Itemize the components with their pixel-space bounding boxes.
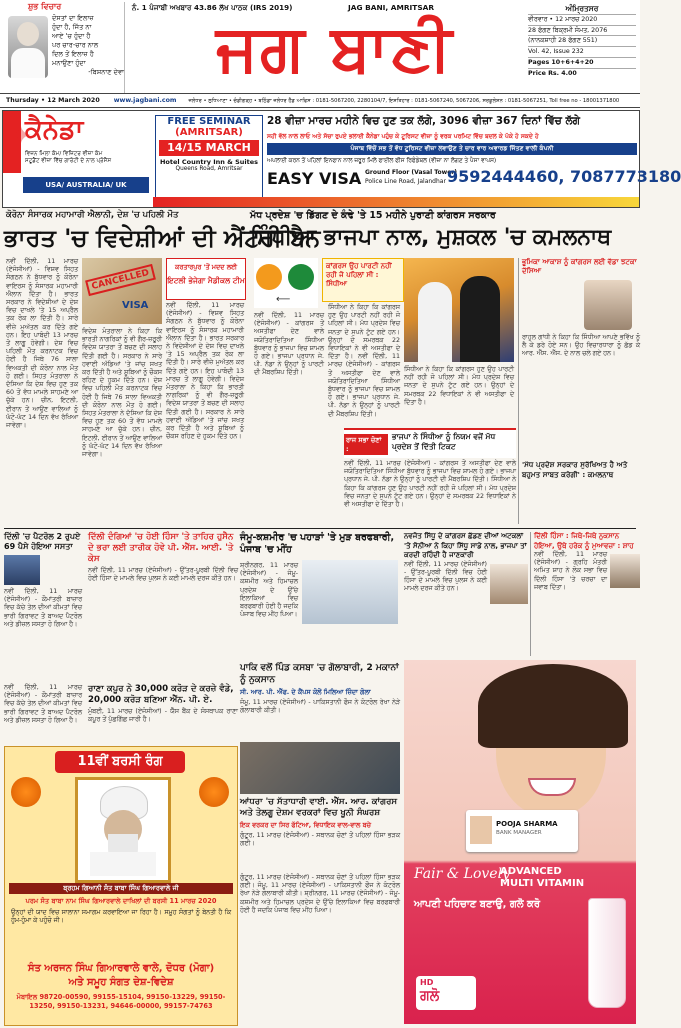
photo-person-left (418, 282, 452, 362)
rana-story (88, 684, 238, 742)
masthead-logo: ਜਗ ਬਾਣੀ (216, 12, 454, 86)
rana-text: ਮੁੰਬਈ, 11 ਮਾਰਚ (ਏਜੰਸੀਆਂ) - ਯੈੱਸ ਬੈਂਕ ਦੇ ਸੰਸਥਾਪਕ ਰਾਣਾ ਕਪੂਰ ਤੋਂ ਪੁੱਛਗਿੱਛ ਜਾਰੀ ਹੈ। (88, 708, 238, 724)
mp-quote-box (322, 258, 404, 302)
ap-text: ਗੁੰਟੂਰ, 11 ਮਾਰਚ (ਏਜੰਸੀਆਂ) - ਸਥਾਨਕ ਚੋਣਾਂ ਤੋਂ ਪਹਿਲਾਂ ਹਿੰਸਾ ਭੜਕ ਗਈ। (240, 832, 400, 848)
visa-photo (82, 258, 162, 324)
petrol-story (4, 532, 82, 680)
canada-title: ਕੈਨੇਡਾ (25, 115, 84, 145)
mp-quote-text: ਕਾਂਗਰਸ ਉਹ ਪਾਰਟੀ ਨਹੀਂ ਰਹੀ ਜੋ ਪਹਿਲਾਂ ਸੀ : ਸਿੰਧੀਆ (326, 262, 392, 288)
date-pa: ਵੀਰਵਾਰ • 12 ਮਾਰਚ 2020 (528, 14, 636, 25)
mp-text-col1 (254, 312, 324, 512)
fl-tag1: ADVANCED (500, 866, 562, 877)
quote-line: ਹੁੰਦਾ ਹੈ, ਜਿੱਤ ਨਾ (52, 23, 92, 31)
card-role: BANK MANAGER (496, 830, 542, 836)
price: Price Rs. 4.00 (528, 68, 636, 79)
quote-line: ਆਏ 'ਚ ਹੁੰਦਾ ਹੈ (52, 32, 91, 40)
seminar-hotel: Hotel Country Inn & Suites (159, 158, 258, 166)
lead-headline-text: ਭਾਰਤ 'ਚ ਵਿਦੇਸ਼ੀਆਂ ਦੀ ਐਂਟਰੀ ਬੈਨ (4, 224, 321, 252)
memorial-title-text: 11ਵੀਂ ਬਰਸੀ ਰੰਗ (77, 754, 163, 769)
quote-lines (52, 14, 124, 77)
arrow-icon: ⟵ (276, 294, 291, 305)
snow-photo (302, 560, 398, 624)
lead-text-1: ਨਵੀਂ ਦਿੱਲੀ, 11 ਮਾਰਚ (ਏਜੰਸੀਆਂ) - ਵਿਸ਼ਵ ਸਿਹਤ ਸੰਗਠਨ ਨੇ ਬੁੱਧਵਾਰ ਨੂੰ ਕੋਰੋਨਾ ਵਾਇਰਸ ਨੂੰ ਸੰਸਾਰਕ ਮਹਾਮਾਰੀ ਐਲਾਨ ਦਿੱਤਾ ਹੈ। ਭਾਰਤ ਸਰਕਾਰ ਨੇ ਵਿਦੇਸ਼ੀਆਂ ਦੇ ਦੇਸ਼ ਵਿਚ ਦਾਖਲੇ 'ਤੇ 15 ਅਪ੍ਰੈਲ ਤਕ ਰੋਕ ਲਾ ਦਿੱਤੀ ਹੈ। ਸਾਰੇ ਵੀਜ਼ੇ ਮੁਅੱਤਲ ਕਰ ਦਿੱਤੇ ਗਏ ਹਨ। ਇਹ ਪਾਬੰਦੀ 13 ਮਾਰਚ ਤੋਂ ਲਾਗੂ ਹੋਵੇਗੀ। (6, 258, 78, 348)
maple-leaf-icon: ✦ (9, 119, 33, 152)
ad-footer-stripe (153, 197, 639, 207)
mp-text-col3 (404, 366, 514, 422)
mp-photo (404, 258, 514, 362)
mp-right-text: ਰਾਹੁਲ ਗਾਂਧੀ ਨੇ ਕਿਹਾ ਕਿ ਸਿੰਧੀਆ ਆਪਣੇ ਭਵਿੱਖ ਨੂੰ ਲੈ ਕੇ ਡਰੇ ਹੋਏ ਸਨ। ਉਹ ਵਿਚਾਰਧਾਰਾ ਨੂੰ ਛੱਡ ਕੇ ਆਰ. ਐੱਸ. ਐੱਸ. ਦੇ ਨਾਲ ਚਲੇ ਗਏ ਹਨ। (522, 334, 640, 358)
ap-sub: ਇਕ ਵਰਕਰ ਦਾ ਸਿਰ ਫੱਟਿਆ, ਵਿਧਾਇਕ ਵਾਲ-ਵਾਲ ਬਚੇ (240, 821, 371, 829)
id-card (466, 810, 578, 852)
lead-text-col2 (82, 328, 162, 528)
mp-right-foot: 'ਮੱਧ ਪ੍ਰਦੇਸ਼ ਸਰਕਾਰ ਸੁਰੱਖਿਅਤ ਹੈ ਅਤੇ ਬਹੁਮਤ ਸਾਬਤ ਕਰੇਗੀ' : ਕਮਲਨਾਥ (522, 460, 628, 479)
lead-kicker: ਕੋਰੋਨਾ ਸੰਸਾਰਕ ਮਹਾਮਾਰੀ ਐਲਾਨੀ, ਦੇਸ਼ 'ਚ ਪਹਿਲੀ ਮੌਤ (6, 210, 179, 220)
quote-line: ਦਿਲ ਤੋਂ ਇਲਾਜ਼ ਹੈ (52, 50, 94, 58)
ap-head: ਆਂਧਰਾ 'ਚ ਸੱਤਾਧਾਰੀ ਵਾਈ. ਐੱਸ. ਆਰ. ਕਾਂਗਰਸ ਅਤੇ ਤੇਲਗੂ ਦੇਸ਼ਮ ਵਰਕਰਾਂ ਵਿਚ ਖੂਨੀ ਸੰਘਰਸ਼ (240, 797, 398, 818)
jk-story (240, 532, 400, 656)
visa-label: VISA (122, 300, 149, 311)
lead-text-2: ਦੇਸ਼ ਵਿਚ ਪਹਿਲੀ ਮੌਤ ਕਰਨਾਟਕ ਵਿਚ ਹੋਈ ਹੈ ਜਿਥੇ 76 ਸਾਲਾ ਵਿਅਕਤੀ ਦੀ ਕੋਰੋਨਾ ਨਾਲ ਮੌਤ ਹੋ ਗਈ। ਸਿਹਤ ਮੰਤਰਾਲਾ ਨੇ ਦੱਸਿਆ ਕਿ ਦੇਸ਼ ਵਿਚ ਹੁਣ ਤਕ 60 ਤੋਂ ਵੱਧ ਮਾਮਲੇ ਸਾਹਮਣੇ ਆ ਚੁੱਕੇ ਹਨ। ਚੀਨ, ਇਟਲੀ, ਈਰਾਨ ਤੋਂ ਆਉਣ ਵਾਲਿਆਂ ਨੂੰ ਘੱਟੋ-ਘੱਟ 14 ਦਿਨ ਵੱਖ ਰੱਖਿਆ ਜਾਵੇਗਾ। (6, 340, 78, 430)
memorial-line1: ਪਰਮ ਸੰਤ ਬਾਬਾ ਨਾਮ ਸਿੰਘ ਗਿਆਰਵਾਲੇ ਦਾਖਿਲਾਂ ਦੀ ਬਰਸੀ 11 ਮਾਰਚ 2020 (25, 897, 217, 905)
date-en: Thursday • 12 March 2020 (6, 97, 100, 104)
mp-text-1b: ਨਵੀਂ ਦਿੱਲੀ, 11 ਮਾਰਚ (ਏਜੰਸੀਆਂ) - ਕਾਂਗਰਸ ਤੋਂ ਅਸਤੀਫਾ ਦੇਣ ਵਾਲੇ ਜਯੋਤਿਰਾਦਿਤਿਆ ਸਿੰਧੀਆ ਬੁੱਧਵਾਰ ਨੂੰ ਭਾਜਪਾ ਵਿਚ ਸ਼ਾਮਲ ਹੋ ਗਏ। ਭਾਜਪਾ ਪ੍ਰਧਾਨ ਜੇ. ਪੀ. ਨੱਡਾ ਨੇ ਉਨ੍ਹਾਂ ਨੂੰ ਪਾਰਟੀ ਦੀ ਮੈਂਬਰਸ਼ਿਪ ਦਿੱਤੀ। (328, 353, 401, 418)
seminar-city: (AMRITSAR) (175, 127, 243, 138)
rana-head: ਰਾਣਾ ਕਪੂਰ ਨੇ 30,000 ਕਰੋੜ ਦੇ ਕਰਜ਼ੇ ਵੰਡੇ, 20,000 ਕਰੋੜ ਬਣਿਆ ਐੱਨ. ਪੀ. ਏ. (88, 684, 234, 705)
memorial-footer1: ਸੰਤ ਅਰਜਨ ਸਿੰਘ ਗਿਆਰਵਾਲੇ ਵਾਲੇ, ਦੋਧਰ (ਮੋਗਾ) (27, 963, 215, 974)
canada-panel (3, 111, 153, 207)
ad-line2: ਸਹੀ ਵੱਲ ਨਾਲ ਲਾਓ ਅਤੇ ਸੱਚਾ ਰੁਪਏ ਭਲਾਈ ਕੈਨੇਡਾ ਪਹੁੰਚ ਕੇ ਟੂਰਿਸਟ ਵੀਜ਼ਾ ਨੂੰ ਵਰਕ ਪਰਮਿਟ ਵਿੱਚ ਬਦਲ ਕੇ ਪੱਕੇ ਹੋ ਸਕਦੇ ਹੋ (267, 133, 539, 140)
seminar-addr: Queens Road, Amritsar (175, 166, 243, 172)
rahul-photo (584, 280, 632, 330)
mp-right-col (518, 258, 640, 524)
rs-text: ਭਾਜਪਾ ਨੇ ਸਿੰਧੀਆ ਨੂੰ ਨਿਯਮ ਵਜੋਂ ਮੱਧ ਪ੍ਰਦੇਸ਼ ਤੋਂ ਦਿੱਤੀ ਟਿਕਟ (392, 432, 496, 451)
ap-text-cont-1: ਗੁੰਟੂਰ, 11 ਮਾਰਚ (ਏਜੰਸੀਆਂ) - ਸਥਾਨਕ ਚੋਣਾਂ ਤੋਂ ਪਹਿਲਾਂ ਹਿੰਸਾ ਭੜਕ ਗਈ। (240, 874, 400, 890)
shah-head: ਦਿੱਲੀ ਹਿੰਸਾ : ਜਿਥੇ-ਜਿਥੇ ਨੁਕਸਾਨ ਹੋਇਆ, ਉਥੇ ਹਰੇਕ ਨੂੰ ਮੁਆਵਜ਼ਾ : ਸ਼ਾਹ (534, 532, 634, 550)
quote-line: ਮਨਾਉਣਾ ਹੁੰਦਾ (52, 59, 86, 67)
lead-text-col3 (166, 302, 244, 528)
memorial-title (55, 751, 185, 773)
sonia-photo (490, 564, 528, 604)
mp-text-2b: ਸਿੰਧੀਆ ਨੇ ਕਿਹਾ ਕਿ ਕਾਂਗਰਸ ਹੁਣ ਉਹ ਪਾਰਟੀ ਨਹੀਂ ਰਹੀ ਜੋ ਪਹਿਲਾਂ ਸੀ। ਮੱਧ ਪ੍ਰਦੇਸ਼ ਵਿਚ ਜਨਤਾ ਦੇ ਸੁਪਨੇ ਟੁੱਟ ਗਏ ਹਨ। ਉਨ੍ਹਾਂ ਦੇ ਸਮਰਥਕ 22 ਵਿਧਾਇਕਾਂ ਨੇ ਵੀ ਅਸਤੀਫਾ ਦੇ ਦਿੱਤਾ ਹੈ। (404, 366, 514, 406)
rs-tag: ਰਾਜ ਸਭਾ ਚੋਣਾਂ : (344, 434, 388, 455)
countries: USA/ AUSTRALIA/ UK (45, 181, 127, 189)
ap-photo (240, 742, 400, 794)
phones[interactable]: 9592444460, 7087773180 (447, 167, 681, 186)
quote-line: ਪਰ ਚਾਰ-ਚਾਰ ਨਾਲ (52, 41, 99, 49)
petrol-text-cont (4, 684, 82, 742)
mp-kicker: ਮੱਧ ਪ੍ਰਦੇਸ਼ 'ਚ ਡਿੱਗਣ ਦੇ ਕੰਢੇ 'ਤੇ 15 ਮਹੀਨੇ ਪੁਰਾਣੀ ਕਾਂਗਰਸ ਸਰਕਾਰ (250, 210, 496, 221)
fl-brand: Fair & Lovely (414, 866, 510, 882)
fl-tube (588, 898, 626, 1008)
petrol-text-cont-text: ਨਵੀਂ ਦਿੱਲੀ, 11 ਮਾਰਚ (ਏਜੰਸੀਆਂ) - ਕੌਮਾਂਤਰੀ ਬਾਜ਼ਾਰ ਵਿਚ ਕੱਚੇ ਤੇਲ ਦੀਆਂ ਕੀਮਤਾਂ ਵਿਚ ਭਾਰੀ ਗਿਰਾਵਟ ਤੋਂ ਬਾਅਦ ਪੈਟਰੋਲ ਅਤੇ ਡੀਜ਼ਲ ਸਸਤਾ ਹੋ ਗਿਆ ਹੈ। (4, 684, 82, 724)
lead-headline (4, 224, 321, 252)
ap-text-cont-3: ਸ਼੍ਰੀਨਗਰ, 11 ਮਾਰਚ (ਏਜੰਸੀਆਂ) - ਜੰਮੂ-ਕਸ਼ਮੀਰ ਅਤੇ ਹਿਮਾਚਲ ਪ੍ਰਦੇਸ਼ ਦੇ ਉੱਚੇ ਇਲਾਕਿਆਂ ਵਿਚ ਬਰਫਬਾਰੀ ਹੋਈ ਹੈ ਜਦਕਿ ਪੰਜਾਬ ਵਿਚ ਮੀਂਹ ਪਿਆ। (240, 890, 400, 914)
bjp-lotus-icon (256, 264, 282, 290)
ad-top (2, 110, 681, 208)
contact-strip: ਜਲੰਧਰ • ਲੁਧਿਆਣਾ • ਚੰਡੀਗੜ੍ਹ • ਬਠਿੰਡਾ ਜਲੰਧਰ ਹੈੱਡ ਆਫਿਸ : 0181-5067200, 2280104/7, ਇਸ਼ਤਿਹਾਰ : 0181-5067240, 5067206, ਸਰਕੂਲੇਸ਼ਨ : 0181-5067251, Toll free no - 18001371800 (188, 98, 620, 104)
flower-left-icon (11, 777, 41, 807)
sonia-text: ਨਵੀਂ ਦਿੱਲੀ, 11 ਮਾਰਚ (ਏਜੰਸੀਆਂ) - ਉੱਤਰ-ਪੂਰਬੀ ਦਿੱਲੀ ਵਿਚ ਹੋਈ ਹਿੰਸਾ ਦੇ ਮਾਮਲੇ ਵਿਚ ਪੁਲਸ ਨੇ ਕਈ ਮਾਮਲੇ ਦਰਜ ਕੀਤੇ ਹਨ। (404, 560, 487, 593)
jk-head: ਜੰਮੂ-ਕਸ਼ਮੀਰ 'ਚ ਪਹਾੜਾਂ 'ਤੇ ਮੁੜ ਬਰਫਬਾਰੀ, ਪੰਜਾਬ 'ਚ ਮੀਂਹ (240, 532, 395, 555)
date-bikrami: 28 ਫੱਗਣ ਬਿਕ੍ਰਮੀ ਸੰਮਤ, 2076 (528, 25, 636, 36)
city-line: JAG BANI, AMRITSAR (348, 3, 435, 12)
pak-sub: ਸੀ. ਆਰ. ਪੀ. ਐੱਫ. ਦੇ ਕੈਂਪਸ ਕੋਲੋਂ ਮਿਲਿਆ ਜ਼ਿੰਦਾ ਗੋਲਾ (240, 688, 371, 696)
mp-headline-text: ਸਿੰਧੀਆ ਭਾਜਪਾ ਨਾਲ, ਮੁਸ਼ਕਲ 'ਚ ਕਮਲਨਾਥ (250, 225, 612, 250)
italy-box (166, 258, 246, 300)
mp-text-1c: ਨਵੀਂ ਦਿੱਲੀ, 11 ਮਾਰਚ (ਏਜੰਸੀਆਂ) - ਕਾਂਗਰਸ ਤੋਂ ਅਸਤੀਫਾ ਦੇਣ ਵਾਲੇ ਜਯੋਤਿਰਾਦਿਤਿਆ ਸਿੰਧੀਆ ਬੁੱਧਵਾਰ ਨੂੰ ਭਾਜਪਾ ਵਿਚ ਸ਼ਾਮਲ ਹੋ ਗਏ। ਭਾਜਪਾ ਪ੍ਰਧਾਨ ਜੇ. ਪੀ. ਨੱਡਾ ਨੇ ਉਨ੍ਹਾਂ ਨੂੰ ਪਾਰਟੀ ਦੀ ਮੈਂਬਰਸ਼ਿਪ ਦਿੱਤੀ। (344, 460, 516, 484)
edition: ਅੰਮ੍ਰਿਤਸਰ (565, 4, 599, 13)
stamp (85, 264, 156, 296)
petrol-photo (4, 555, 40, 585)
mp-text-2c: ਸਿੰਧੀਆ ਨੇ ਕਿਹਾ ਕਿ ਕਾਂਗਰਸ ਹੁਣ ਉਹ ਪਾਰਟੀ ਨਹੀਂ ਰਹੀ ਜੋ ਪਹਿਲਾਂ ਸੀ। ਮੱਧ ਪ੍ਰਦੇਸ਼ ਵਿਚ ਜਨਤਾ ਦੇ ਸੁਪਨੇ ਟੁੱਟ ਗਏ ਹਨ। ਉਨ੍ਹਾਂ ਦੇ ਸਮਰਥਕ 22 ਵਿਧਾਇਕਾਂ ਨੇ ਵੀ ਅਸਤੀਫਾ ਦੇ ਦਿੱਤਾ ਹੈ। (344, 476, 516, 509)
saint-portrait (75, 777, 171, 883)
sonia-head: ਨਵਜੋਤ ਸਿੱਧੂ ਦੇ ਕਾਂਗਰਸ ਛੱਡਣ ਦੀਆਂ ਅਟਕਲਾਂ 'ਤੇ ਸੋਨੀਆ ਨੇ ਕਿਹਾ ਸਿੱਧੂ ਸਾਡੇ ਨਾਲ, ਭਾਜਪਾ ਤਾਂ ਕਰਦੀ ਰਹਿੰਦੀ ਹੈ ਜਾਣਕਾਰੀ (404, 532, 527, 559)
edition-info (528, 4, 636, 79)
jk-text: ਸ਼੍ਰੀਨਗਰ, 11 ਮਾਰਚ (ਏਜੰਸੀਆਂ) - ਜੰਮੂ-ਕਸ਼ਮੀਰ ਅਤੇ ਹਿਮਾਚਲ ਪ੍ਰਦੇਸ਼ ਦੇ ਉੱਚੇ ਇਲਾਕਿਆਂ ਵਿਚ ਬਰਫਬਾਰੀ ਹੋਈ ਹੈ ਜਦਕਿ ਪੰਜਾਬ ਵਿਚ ਮੀਂਹ ਪਿਆ। (240, 562, 298, 619)
flower-right-icon (199, 777, 229, 807)
ap-text-cont-2: ਜੰਮੂ, 11 ਮਾਰਚ (ਏਜੰਸੀਆਂ) - ਪਾਕਿਸਤਾਨੀ ਫੌਜ ਨੇ ਕੰਟਰੋਲ ਰੇਖਾ ਨੇੜੇ ਗੋਲਾਬਾਰੀ ਕੀਤੀ। (240, 882, 400, 898)
ap-story (240, 742, 400, 870)
company-addr2: Police Line Road, Jalandhar (365, 178, 446, 185)
canada-sub: ਵਿਜ਼ਨ ਮਿਲਾ ਕੰਮ/ ਵਿਜ਼ਿਟਰ ਵੀਜ਼ਾ ਕੰਮ ਸਟੂਡੈਂਟ ਵੀਜ਼ਾ ਵਿੱਚ ਗਾਰੰਟੀ ਦੇ ਨਾਲ ਪ੍ਰੋਸੈਸ (25, 151, 112, 164)
quote-line: -ਬਿਸ਼ਨਾਣ ਦੇਵਾ (88, 68, 124, 76)
countries-badge (23, 177, 149, 193)
lead-text-3b: ਵਿਦੇਸ਼ ਮੰਤਰਾਲਾ ਨੇ ਕਿਹਾ ਕਿ ਭਾਰਤੀ ਨਾਗਰਿਕਾਂ ਨੂੰ ਵੀ ਗੈਰ-ਜ਼ਰੂਰੀ ਵਿਦੇਸ਼ ਯਾਤਰਾ ਤੋਂ ਬਚਣ ਦੀ ਸਲਾਹ ਦਿੱਤੀ ਗਈ ਹੈ। ਸਰਕਾਰ ਨੇ ਸਾਰੇ ਹਵਾਈ ਅੱਡਿਆਂ 'ਤੇ ਜਾਂਚ ਸਖਤ ਕਰ ਦਿੱਤੀ ਹੈ ਅਤੇ ਸੂਬਿਆਂ ਨੂੰ ਚੌਕਸ ਰਹਿਣ ਦੇ ਹੁਕਮ ਦਿੱਤੇ ਹਨ। (166, 375, 244, 441)
memorial-footer2: ਅਤੇ ਸਮੂਹ ਸੰਗਤ ਦੇਸ਼-ਵਿਦੇਸ਼ (68, 977, 174, 988)
quote-title: ਸ਼ੁਭ ਵਿਚਾਰ (28, 2, 62, 11)
shah-text: ਨਵੀਂ ਦਿੱਲੀ, 11 ਮਾਰਚ (ਏਜੰਸੀਆਂ) - ਗ੍ਰਹਿ ਮੰਤਰੀ ਅਮਿਤ ਸ਼ਾਹ ਨੇ ਲੋਕ ਸਭਾ ਵਿਚ ਦਿੱਲੀ ਹਿੰਸਾ 'ਤੇ ਚਰਚਾ ਦਾ ਜਵਾਬ ਦਿੱਤਾ। (534, 551, 607, 591)
italy-box-sub: ਇਟਲੀ ਭੇਜੇਗਾ ਮੈਡੀਕਲ ਟੀਮ (167, 276, 245, 285)
lead-text-col1 (6, 258, 78, 528)
lead-text-3: ਵਿਦੇਸ਼ ਮੰਤਰਾਲਾ ਨੇ ਕਿਹਾ ਕਿ ਭਾਰਤੀ ਨਾਗਰਿਕਾਂ ਨੂੰ ਵੀ ਗੈਰ-ਜ਼ਰੂਰੀ ਵਿਦੇਸ਼ ਯਾਤਰਾ ਤੋਂ ਬਚਣ ਦੀ ਸਲਾਹ ਦਿੱਤੀ ਗਈ ਹੈ। ਸਰਕਾਰ ਨੇ ਸਾਰੇ ਹਵਾਈ ਅੱਡਿਆਂ 'ਤੇ ਜਾਂਚ ਸਖਤ ਕਰ ਦਿੱਤੀ ਹੈ ਅਤੇ ਸੂਬਿਆਂ ਨੂੰ ਚੌਕਸ ਰਹਿਣ ਦੇ ਹੁਕਮ ਦਿੱਤੇ ਹਨ। (82, 328, 162, 385)
sonia-story (404, 532, 528, 656)
mp-text-1: ਨਵੀਂ ਦਿੱਲੀ, 11 ਮਾਰਚ (ਏਜੰਸੀਆਂ) - ਕਾਂਗਰਸ ਤੋਂ ਅਸਤੀਫਾ ਦੇਣ ਵਾਲੇ ਜਯੋਤਿਰਾਦਿਤਿਆ ਸਿੰਧੀਆ ਬੁੱਧਵਾਰ ਨੂੰ ਭਾਜਪਾ ਵਿਚ ਸ਼ਾਮਲ ਹੋ ਗਏ। ਭਾਜਪਾ ਪ੍ਰਧਾਨ ਜੇ. ਪੀ. ਨੱਡਾ ਨੇ ਉਨ੍ਹਾਂ ਨੂੰ ਪਾਰਟੀ ਦੀ ਮੈਂਬਰਸ਼ਿਪ ਦਿੱਤੀ। (254, 312, 324, 377)
memorial-line2: ਉਨ੍ਹਾਂ ਦੀ ਯਾਦ ਵਿਚ ਸਾਲਾਨਾ ਸਮਾਗਮ ਕਰਵਾਇਆ ਜਾ ਰਿਹਾ ਹੈ। ਸਮੂਹ ਸੰਗਤਾਂ ਨੂੰ ਬੇਨਤੀ ਹੈ ਕਿ ਹੁੰਮ-ਹੁੰਮਾ ਕੇ ਪਹੁੰਚੋ ਜੀ। (11, 909, 231, 925)
ad-headline: 28 ਵੀਜ਼ਾ ਮਾਰਚ ਮਹੀਨੇ ਵਿਚ ਹੁਣ ਤਕ ਲੱਗੇ, 3096 ਵੀਜ਼ਾ 367 ਦਿਨਾਂ ਵਿੱਚ ਲੱਗੇ (267, 115, 580, 127)
fl-hd: HD (420, 978, 434, 987)
memorial-ad (4, 746, 238, 1026)
lead-text-1b: ਨਵੀਂ ਦਿੱਲੀ, 11 ਮਾਰਚ (ਏਜੰਸੀਆਂ) - ਵਿਸ਼ਵ ਸਿਹਤ ਸੰਗਠਨ ਨੇ ਬੁੱਧਵਾਰ ਨੂੰ ਕੋਰੋਨਾ ਵਾਇਰਸ ਨੂੰ ਸੰਸਾਰਕ ਮਹਾਮਾਰੀ ਐਲਾਨ ਦਿੱਤਾ ਹੈ। ਭਾਰਤ ਸਰਕਾਰ ਨੇ ਵਿਦੇਸ਼ੀਆਂ ਦੇ ਦੇਸ਼ ਵਿਚ ਦਾਖਲੇ 'ਤੇ 15 ਅਪ੍ਰੈਲ ਤਕ ਰੋਕ ਲਾ ਦਿੱਤੀ ਹੈ। ਸਾਰੇ ਵੀਜ਼ੇ ਮੁਅੱਤਲ ਕਰ ਦਿੱਤੇ ਗਏ ਹਨ। ਇਹ ਪਾਬੰਦੀ 13 ਮਾਰਚ ਤੋਂ ਲਾਗੂ ਹੋਵੇਗੀ। (166, 302, 244, 383)
mp-right-title: ਭੂਮਿਕਾ ਆਕਾਸ਼ ਨੂੰ ਕਾਂਗਰਸ ਲਈ ਵੱਡਾ ਝਟਕਾ ਦੱਸਿਆ (522, 258, 637, 275)
fl-glo: ਗਲੋ (420, 988, 440, 1004)
ap-text-cont (240, 874, 400, 1024)
seminar-dates: 14/15 MARCH (159, 140, 259, 156)
quote-line: ਦੋਸਤਾਂ ਦਾ ਇਲਾਜ਼ (52, 14, 94, 22)
shah-photo (610, 554, 640, 588)
petrol-text: ਨਵੀਂ ਦਿੱਲੀ, 11 ਮਾਰਚ (ਏਜੰਸੀਆਂ) - ਕੌਮਾਂਤਰੀ ਬਾਜ਼ਾਰ ਵਿਚ ਕੱਚੇ ਤੇਲ ਦੀਆਂ ਕੀਮਤਾਂ ਵਿਚ ਭਾਰੀ ਗਿਰਾਵਟ ਤੋਂ ਬਾਅਦ ਪੈਟਰੋਲ ਅਤੇ ਡੀਜ਼ਲ ਸਸਤਾ ਹੋ ਗਿਆ ਹੈ। (4, 588, 82, 628)
fair-lovely-ad (404, 660, 636, 1024)
pak-story (240, 662, 400, 738)
shah-story (530, 532, 640, 656)
riots-story (88, 532, 238, 680)
pak-head: ਪਾਕਿ ਵਲੋਂ ਪਿੰਡ ਕਸਬਾ 'ਚ ਗੋਲਾਬਾਰੀ, 2 ਮਕਾਨਾਂ ਨੂੰ ਨੁਕਸਾਨ (240, 663, 399, 685)
masthead (0, 0, 640, 110)
date-nanak: (ਨਾਨਕਸ਼ਾਹੀ 28 ਫੱਗਣ 551) (528, 35, 636, 46)
fl-tag2: MULTI VITAMIN (500, 878, 585, 889)
riots-head: ਦਿੱਲੀ ਦੰਗਿਆਂ 'ਚ ਹੋਈ ਹਿੰਸਾ 'ਤੇ ਤਾਹਿਰ ਹੁਸੈਨ ਦੇ ਭਰਾ ਲਈ ਤਾਰੀਕ ਹੋਵੇ ਪੀ. ਐੱਸ. ਆਈ. 'ਤੇ ਕੇਸ (88, 532, 234, 564)
quote-portrait (8, 16, 48, 78)
photo-person-right (460, 276, 500, 362)
model-hair (478, 664, 628, 748)
pak-text: ਜੰਮੂ, 11 ਮਾਰਚ (ਏਜੰਸੀਆਂ) - ਪਾਕਿਸਤਾਨੀ ਫੌਜ ਨੇ ਕੰਟਰੋਲ ਰੇਖਾ ਨੇੜੇ ਗੋਲਾਬਾਰੀ ਕੀਤੀ। (240, 699, 400, 715)
card-name: POOJA SHARMA (496, 820, 558, 828)
quote-box (6, 2, 125, 94)
memorial-footer3: ਮੋਬਾਇਲ 98720-00590, 99155-15104, 99150-13229, 99150-13250, 99150-13231, 94646-00000, 99157-74763 (16, 993, 226, 1010)
seminar-panel (155, 115, 263, 205)
italy-box-title: ਕਰਤਾਰਪੁਰ 'ਤੋਂ ਮਦਦ ਲਈ (175, 263, 237, 271)
section-divider (4, 528, 636, 529)
company-addr1: Ground Floor (Vasal Tower) (365, 169, 457, 176)
ad-line3: ਪੰਜਾਬ ਵਿੱਚੋਂ ਸਭ ਤੋਂ ਵੱਧ ਟੂਰਿਸਟ ਵੀਜ਼ਾ ਲਵਾਉਣ ਤੇ ਚਾਰ ਵਾਰ ਅਵਾਰਡ ਜਿੱਤਣ ਵਾਲੀ ਕੰਪਨੀ (267, 143, 637, 155)
date-bar (0, 93, 640, 108)
pages: Pages 10+6+4+20 (528, 57, 636, 68)
website-link[interactable]: www.jagbani.com (113, 97, 177, 104)
mp-text-2: ਸਿੰਧੀਆ ਨੇ ਕਿਹਾ ਕਿ ਕਾਂਗਰਸ ਹੁਣ ਉਹ ਪਾਰਟੀ ਨਹੀਂ ਰਹੀ ਜੋ ਪਹਿਲਾਂ ਸੀ। ਮੱਧ ਪ੍ਰਦੇਸ਼ ਵਿਚ ਜਨਤਾ ਦੇ ਸੁਪਨੇ ਟੁੱਟ ਗਏ ਹਨ। ਉਨ੍ਹਾਂ ਦੇ ਸਮਰਥਕ 22 ਵਿਧਾਇਕਾਂ ਨੇ ਵੀ ਅਸਤੀਫਾ ਦੇ ਦਿੱਤਾ ਹੈ। (328, 304, 400, 361)
stamp-text: CANCELLED (90, 268, 151, 292)
fl-hd-badge (416, 976, 476, 1010)
reg-line: ਨੰ. 1 ਪੰਜਾਬੀ ਅਖਬਾਰ 43.86 ਲੱਖ ਪਾਠਕ (IRS 2019) (132, 3, 293, 12)
lead-text-2b: ਦੇਸ਼ ਵਿਚ ਪਹਿਲੀ ਮੌਤ ਕਰਨਾਟਕ ਵਿਚ ਹੋਈ ਹੈ ਜਿਥੇ 76 ਸਾਲਾ ਵਿਅਕਤੀ ਦੀ ਕੋਰੋਨਾ ਨਾਲ ਮੌਤ ਹੋ ਗਈ। ਸਿਹਤ ਮੰਤਰਾਲਾ ਨੇ ਦੱਸਿਆ ਕਿ ਦੇਸ਼ ਵਿਚ ਹੁਣ ਤਕ 60 ਤੋਂ ਵੱਧ ਮਾਮਲੇ ਸਾਹਮਣੇ ਆ ਚੁੱਕੇ ਹਨ। ਚੀਨ, ਇਟਲੀ, ਈਰਾਨ ਤੋਂ ਆਉਣ ਵਾਲਿਆਂ ਨੂੰ ਘੱਟੋ-ਘੱਟ 14 ਦਿਨ ਵੱਖ ਰੱਖਿਆ ਜਾਵੇਗਾ। (82, 377, 162, 459)
fl-slogan: ਆਪਣੀ ਪਹਿਚਾਣ ਬਣਾਉ, ਗਲੋ ਕਰੋ (414, 899, 541, 910)
seminar-title: FREE SEMINAR (167, 116, 251, 127)
memorial-caption: ਬ੍ਰਹਮ ਗਿਆਨੀ ਸੰਤ ਬਾਬਾ ਸਿੰਘ ਗਿਆਰਵਾਲੇ ਜੀ (9, 883, 233, 894)
rs-box (344, 428, 516, 458)
company: EASY VISA (267, 169, 362, 188)
petrol-head: ਦਿੱਲੀ 'ਚ ਪੈਟਰੋਲ 2 ਰੁਪਏ 69 ਪੈਸੇ ਹੋਇਆ ਸਸਤਾ (4, 532, 81, 551)
ad-line4: ਅਪਲਾਈ ਕਰਨ ਤੋਂ ਪਹਿਲਾਂ ਇਨਫਾਨ ਨਾਲ ਜ਼ਰੂਰ ਮਿਲੋ ਫਾਈਲ ਫੀਸ ਰਿਫੰਡੇਬਲ (ਵੀਜ਼ਾ ਨਾ ਲੱਗਣ ਤੇ ਪੈਸਾ ਵਾਪਸ) (267, 158, 497, 164)
vol: Vol. 42, Issue 232 (528, 46, 636, 57)
mp-headline (250, 226, 636, 249)
riots-text: ਨਵੀਂ ਦਿੱਲੀ, 11 ਮਾਰਚ (ਏਜੰਸੀਆਂ) - ਉੱਤਰ-ਪੂਰਬੀ ਦਿੱਲੀ ਵਿਚ ਹੋਈ ਹਿੰਸਾ ਦੇ ਮਾਮਲੇ ਵਿਚ ਪੁਲਸ ਨੇ ਕਈ ਮਾਮਲੇ ਦਰਜ ਕੀਤੇ ਹਨ। (88, 567, 238, 583)
mp-text-wide (344, 460, 516, 524)
congress-hand-icon (288, 264, 314, 290)
mp-logos (254, 258, 318, 308)
